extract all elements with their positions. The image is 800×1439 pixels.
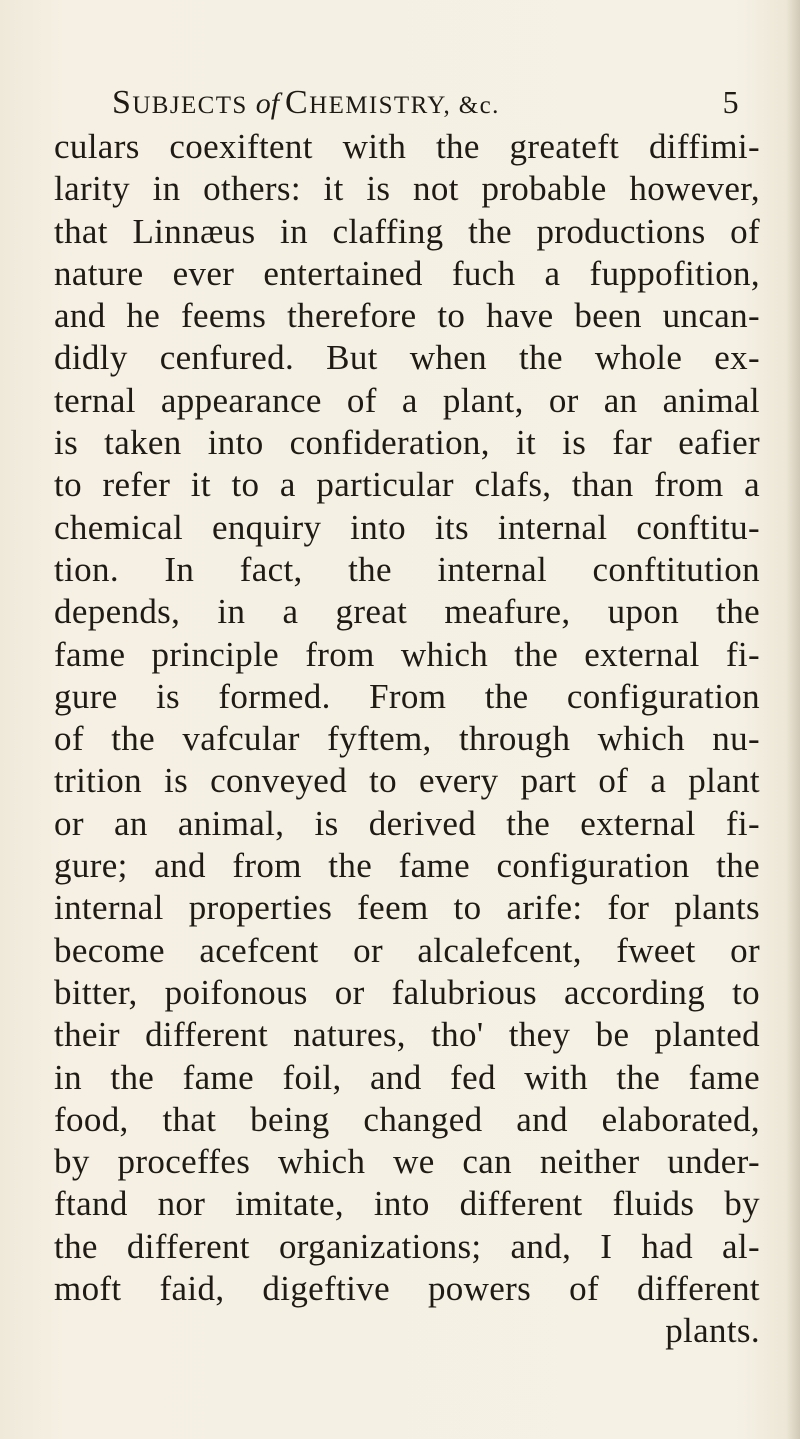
text-line: in the fame foil, and fed with the fame	[54, 1057, 760, 1097]
text-line: tion. In fact, the internal conftitution	[54, 549, 760, 589]
text-line: or an animal, is derived the external fi-	[54, 803, 760, 843]
title-of: of	[255, 87, 280, 120]
text-line: food, that being changed and elaborated,	[54, 1099, 760, 1139]
text-line: the different organizations; and, I had al-	[54, 1226, 760, 1266]
text-line: fame principle from which the external fi-	[54, 634, 760, 674]
text-line: moft faid, digeftive powers of different	[54, 1269, 760, 1309]
text-line: culars coexiftent with the greateft diffimi-	[54, 127, 760, 166]
text-line: gure; and from the fame configuration the	[54, 846, 760, 886]
text-line: internal properties feem to arife: for plants	[54, 888, 760, 928]
page-edge-shadow	[786, 0, 800, 1439]
title-initial-2: C	[285, 84, 310, 121]
text-line: their different natures, tho' they be planted	[54, 1015, 760, 1055]
running-title	[112, 84, 500, 122]
text-line: become acefcent or alcalefcent, fweet or	[54, 930, 760, 970]
text-line: bitter, poifonous or falubrious according to	[54, 972, 760, 1012]
title-rest-1: UBJECTS	[132, 92, 248, 119]
text-line: gure is formed. From the configuration	[54, 676, 760, 716]
text-line: ftand nor imitate, into different fluids by	[54, 1184, 760, 1224]
title-rest-2: HEMISTRY, &c.	[309, 92, 500, 119]
text-line: trition is conveyed to every part of a plant	[54, 761, 760, 801]
text-line: depends, in a great meafure, upon the	[54, 592, 760, 632]
catchword: plants.	[665, 1311, 760, 1351]
text-line: chemical enquiry into its internal conftitu-	[54, 507, 760, 547]
title-initial-1: S	[112, 84, 133, 121]
text-line: ternal appearance of a plant, or an animal	[54, 380, 760, 420]
text-line: larity in others: it is not probable however,	[54, 169, 760, 209]
text-line: is taken into confideration, it is far eafier	[54, 423, 760, 463]
text-line: of the vafcular fyftem, through which nu-	[54, 719, 760, 759]
page-number: 5	[722, 84, 740, 120]
running-header	[112, 84, 740, 130]
text-line: didly cenfured. But when the whole ex-	[54, 338, 760, 378]
body-text	[54, 126, 760, 1353]
text-line: nature ever entertained fuch a fuppofition,	[54, 253, 760, 293]
text-line: by proceffes which we can neither under-	[54, 1142, 760, 1182]
text-line: that Linnæus in claffing the productions of	[54, 211, 760, 251]
text-line: to refer it to a particular clafs, than from a	[54, 465, 760, 505]
text-line: and he feems therefore to have been uncan-	[54, 296, 760, 336]
